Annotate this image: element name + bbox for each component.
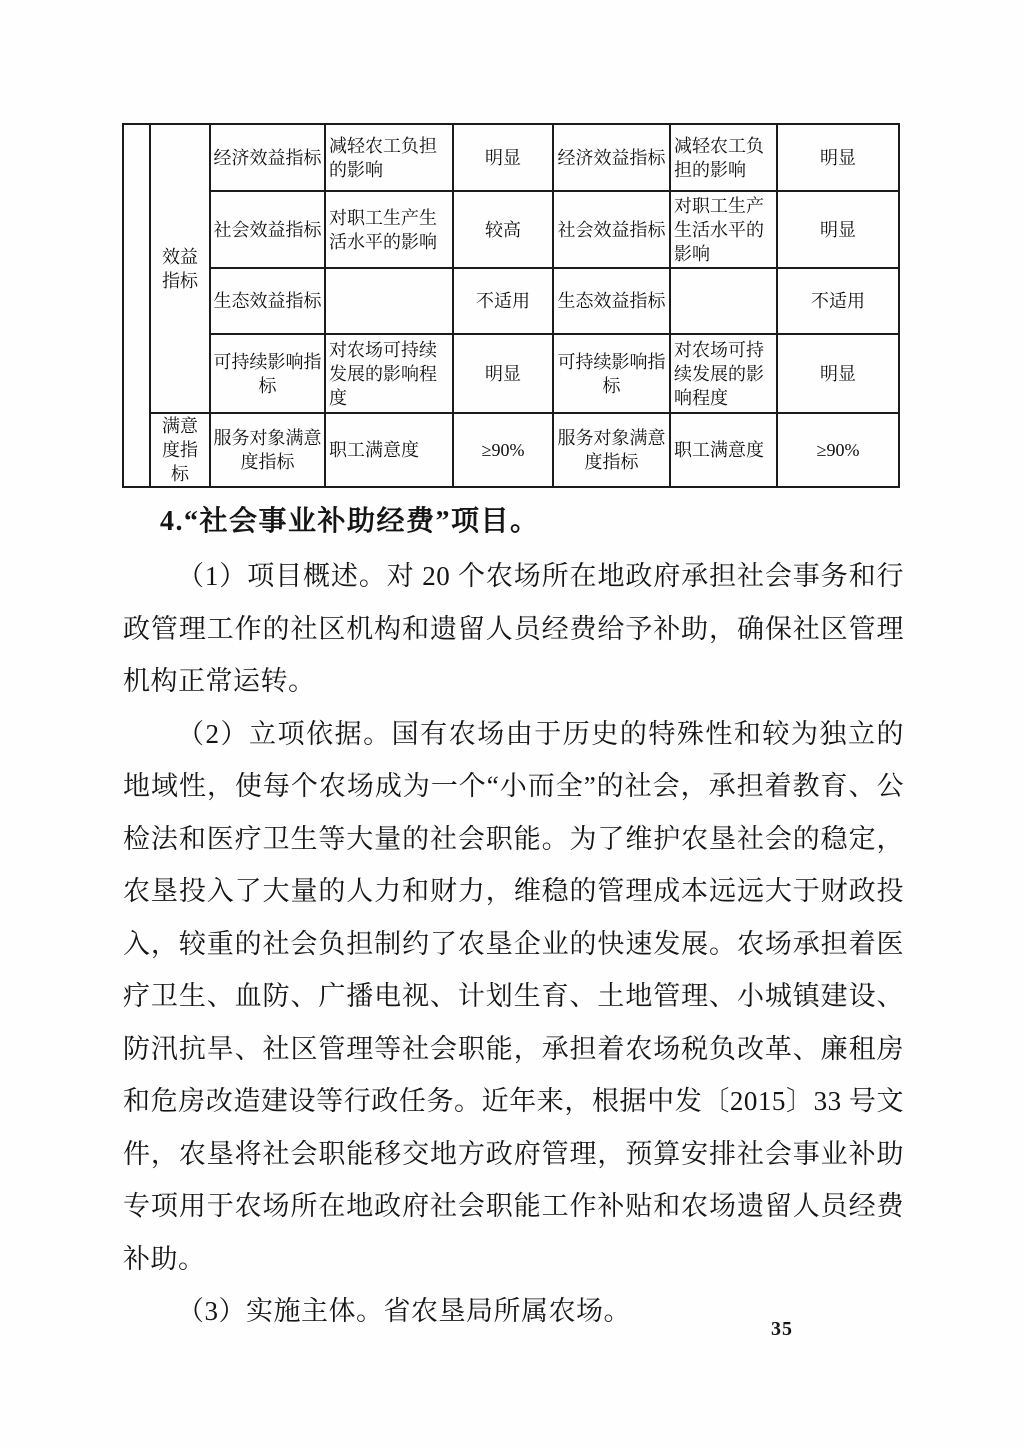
table-cell-left-desc: 对职工生产生活水平的影响 [325,191,453,268]
table-cell-left-indicator: 生态效益指标 [210,268,325,334]
table-row [123,191,899,268]
table-cell-left-desc: 减轻农工负担的影响 [325,124,453,191]
table-row [123,413,899,487]
table-cell-left-indicator: 社会效益指标 [210,191,325,268]
table-cell-left-indicator: 服务对象满意度指标 [210,413,325,487]
table-row [123,124,899,191]
table-cell-left-indicator: 经济效益指标 [210,124,325,191]
table-row [123,268,899,334]
table-cell-right-desc [670,268,777,334]
table-cell-left-value: 较高 [453,191,553,268]
table-cell-right-desc: 对职工生产生活水平的影响 [670,191,777,268]
table-cell-empty-margin [123,124,150,487]
table-cell-right-value: 明显 [777,191,899,268]
table-cell-category-satisfaction: 满意度指标 [150,413,210,487]
table-cell-right-value: ≥90% [777,413,899,487]
paragraph-project-overview: （1）项目概述。对 20 个农场所在地政府承担社会事务和行政管理工作的社区机构和遗留人员经费给予补助，确保社区管理机构正常运转。 [123,561,904,696]
paragraph-implementing-body: （3）实施主体。省农垦局所属农场。 [177,1296,631,1326]
table-cell-left-value: 明显 [453,124,553,191]
table-cell-right-indicator: 生态效益指标 [553,268,670,334]
table-cell-right-indicator: 社会效益指标 [553,191,670,268]
performance-indicator-table [122,123,900,488]
table-cell-right-indicator: 服务对象满意度指标 [553,413,670,487]
table-row [123,334,899,413]
table-cell-right-indicator: 可持续影响指标 [553,334,670,413]
table-cell-left-desc: 职工满意度 [325,413,453,487]
table-cell-right-desc: 对农场可持续发展的影响程度 [670,334,777,413]
table-cell-left-indicator: 可持续影响指标 [210,334,325,413]
table-cell-left-value: ≥90% [453,413,553,487]
table-cell-right-value: 明显 [777,334,899,413]
table-cell-left-desc: 对农场可持续发展的影响程度 [325,334,453,413]
table-cell-right-value: 明显 [777,124,899,191]
page-number: 35 [771,1318,793,1340]
table-cell-right-indicator: 经济效益指标 [553,124,670,191]
table-cell-right-value: 不适用 [777,268,899,334]
table-cell-right-desc: 职工满意度 [670,413,777,487]
table-cell-left-value: 明显 [453,334,553,413]
table-cell-left-desc [325,268,453,334]
body-text [123,498,904,1338]
table-cell-left-value: 不适用 [453,268,553,334]
section-heading: 4.“社会事业补助经费”项目。 [160,506,540,537]
table-cell-category-benefit: 效益指标 [150,124,210,413]
table-cell-right-desc: 减轻农工负担的影响 [670,124,777,191]
paragraph-project-basis: （2）立项依据。国有农场由于历史的特殊性和较为独立的地域性，使每个农场成为一个“小而全”的社会，承担着教育、公检法和医疗卫生等大量的社会职能。为了维护农垦社会的稳定，农垦投入了大量的人力和财力，维稳的管理成本远远大于财政投入，较重的社会负担制约了农垦企业的快速发展。农场承担着医疗卫生、血防、广播电视、计划生育、土地管理、小城镇建设、防汛抗旱、社区管理等社会职能，承担着农场税负改革、廉租房和危房改造建设等行政任务。近年来，根据中发〔2015〕33 号文件，农垦将社会职能移交地方政府管理，预算安排社会事业补助专项用于农场所在地政府社会职能工作补贴和农场遗留人员经费补助。 [123,718,904,1274]
